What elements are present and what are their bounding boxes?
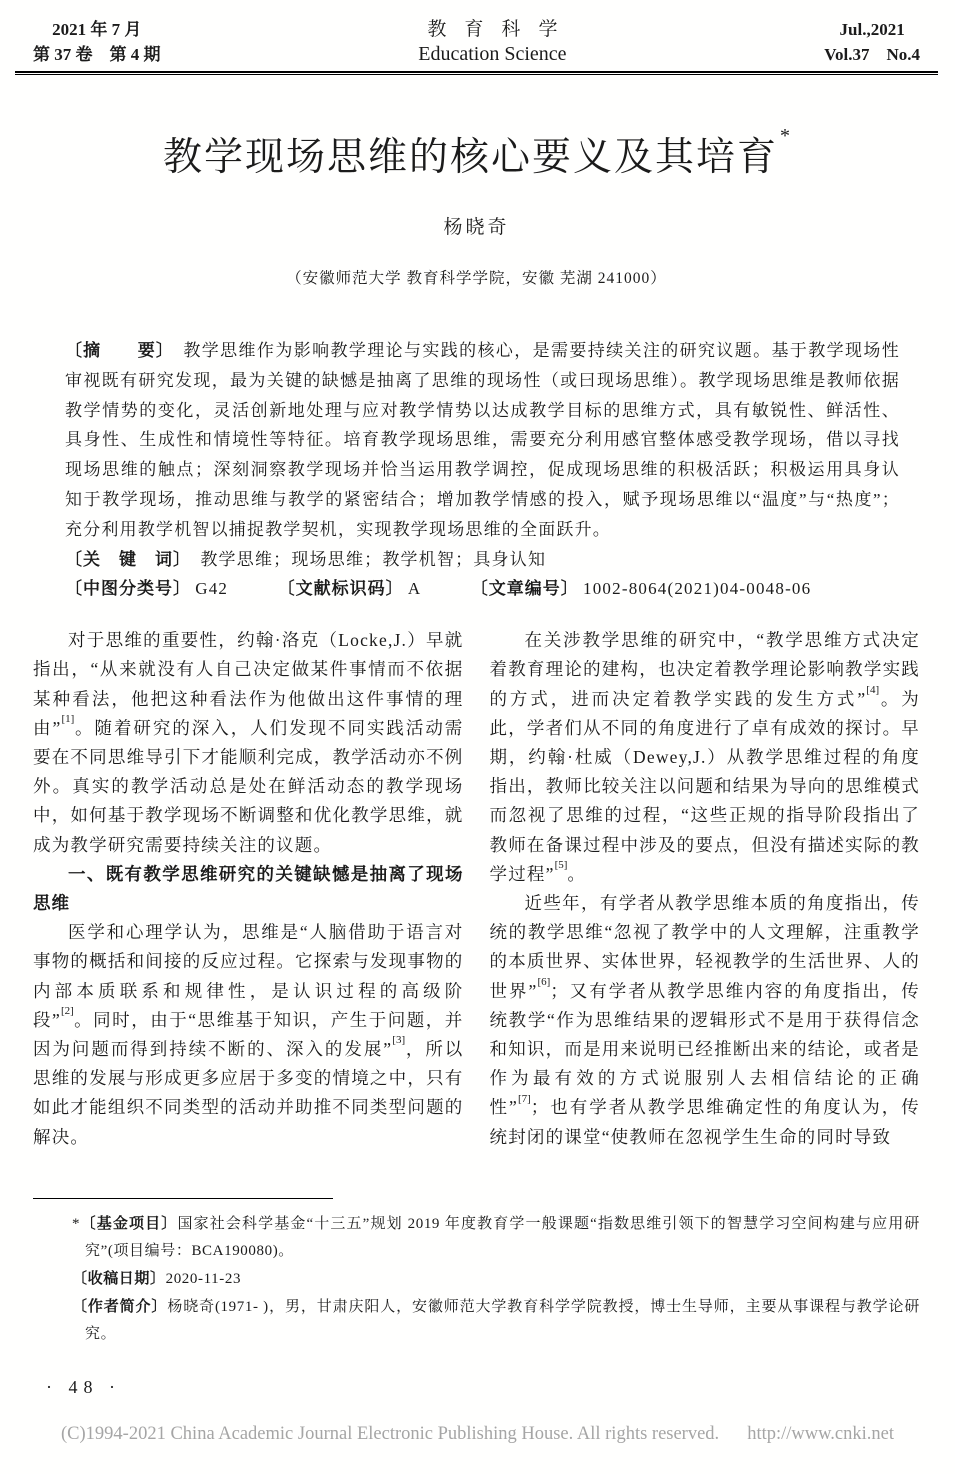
citation-ref: [2] [61, 1005, 74, 1018]
clc-value: G42 [195, 579, 229, 599]
citation-ref: [5] [554, 859, 568, 872]
volume-issue-cn: 第 37 卷 第 4 期 [33, 45, 161, 64]
section-heading: 一、既有教学思维研究的关键缺憾是抽离了现场思维 [33, 863, 464, 913]
masthead-issue-info-en [824, 17, 920, 67]
citation-ref: [6] [537, 975, 551, 988]
copyright-notice [0, 1422, 955, 1446]
footnote-author-bio [72, 1293, 920, 1348]
document-code-value: A [407, 579, 422, 599]
article-id-value: 1002-8064(2021)04-0048-06 [583, 579, 812, 599]
body-columns [33, 626, 920, 1186]
journal-title-block [409, 17, 575, 67]
masthead-issue-info-cn [33, 17, 161, 67]
keywords [65, 545, 900, 575]
body-paragraph: 对于思维的重要性，约翰·洛克（Locke,J.）早就指出，“从来就没有人自己决定做某件事情而不依据某种看法，他把这种看法作为他做出这件事情的理由”[1]。随着研究的深入，人们发现不同实践活动需要在不同思维导引下才能顺利完成，教学活动亦不例外。真实的教学活动总是处在鲜活动态的教学现场中，如何基于教学现场不断调整和优化教学思维，就成为教学研究需要持续关注的议题。 [33, 630, 464, 855]
right-column [490, 626, 921, 1186]
article-title [33, 125, 920, 180]
citation-ref: [1] [61, 713, 75, 726]
document-code [278, 579, 422, 598]
footnotes [72, 1210, 920, 1348]
clc-number [65, 579, 228, 598]
issue-date-en: Jul.,2021 [839, 20, 905, 39]
citation-ref: [4] [866, 683, 880, 696]
page-number: · 48 · [46, 1377, 121, 1397]
body-paragraph: 医学和心理学认为，思维是“人脑借助于语言对事物的概括和间接的反应过程。它探索与发现事物的内部本质联系和规律性，是认识过程的高级阶段”[2]。同时，由于“思维基于知识，产生于问题，并因为问题而得到持续不断的、深入的发展”[3]，所以思维的发展与形成更多应居于多变的情境之中，只有如此才能组织不同类型的活动并助推不同类型问题的解决。 [33, 922, 464, 1147]
journal-title-en: Education Science [418, 43, 567, 65]
abstract [65, 336, 900, 545]
document-code-label: 〔文献标识码〕 [277, 579, 404, 599]
footnote-fund-project [72, 1210, 920, 1265]
received-date-text: 2020-11-23 [165, 1271, 242, 1288]
article-id [471, 579, 812, 598]
article-id-label: 〔文章编号〕 [470, 579, 579, 599]
author-bio-label: 〔作者简介〕 [72, 1298, 168, 1316]
citation-ref: [7] [517, 1092, 531, 1105]
title-footnote-marker: * [780, 125, 790, 147]
fund-project-label: 〔基金项目〕 [80, 1215, 178, 1233]
left-column [33, 626, 464, 1186]
keywords-label: 〔关 键 词〕 [65, 549, 191, 569]
keywords-text: 教学思维；现场思维；教学机智；具身认知 [200, 549, 547, 569]
fund-project-text: 国家社会科学基金“十三五”规划 2019 年度教育学一般课题“指数思维引领下的智慧学习空间构建与应用研究”(项目编号：BCA190080)。 [85, 1216, 920, 1260]
journal-title-cn: 教育科学 [427, 19, 576, 40]
footnote-asterisk: * [72, 1216, 81, 1233]
article-title-text: 教学现场思维的核心要义及其培育 [162, 136, 778, 179]
abstract-text: 教学思维作为影响教学理论与实践的核心，是需要持续关注的研究议题。基于教学现场性审视既有研究发现，最为关键的缺憾是抽离了思维的现场性（或曰现场思维）。教学现场思维是教师依据教学情势的变化，灵活创新地处理与应对教学情势以达成教学目标的思维方式，具有敏锐性、鲜活性、具身性、生成性和情境性等特征。培育教学现场思维，需要充分利用感官整体感受教学现场，借以寻找现场思维的触点；深刻洞察教学现场并恰当运用教学调控，促成现场思维的积极活跃；积极运用具身认知于教学现场，推动思维与教学的紧密结合；增加教学情感的投入，赋予现场思维以“温度”与“热度”；充分利用教学机智以捕捉教学契机，实现教学现场思维的全面跃升。 [65, 341, 900, 539]
body-paragraph: 近些年，有学者从教学思维本质的角度指出，传统的教学思维“忽视了教学中的人文理解，注重教学的本质世界、实体世界，轻视教学的生活世界、人的世界”[6]；又有学者从教学思维内容的角度指出，传统教学“作为思维结果的逻辑形式不是用于获得信念和知识，而是用来说明已经推断出来的结论，或者是作为最有效的方式说服别人去相信结论的正确性”[7]；也有学者从教学思维确定性的角度认为，传统封闭的课堂“使教师在忽视学生生命的同时导致 [489, 893, 920, 1147]
issue-date-cn: 2021 年 7 月 [52, 20, 142, 39]
citation-ref: [3] [392, 1034, 406, 1047]
received-date-label: 〔收稿日期〕 [72, 1270, 166, 1288]
article-meta [65, 336, 900, 604]
masthead-divider [15, 71, 938, 75]
footnote-received-date [72, 1265, 920, 1293]
classification-line [65, 574, 900, 604]
author-name: 杨晓奇 [443, 217, 510, 238]
footnote-divider [33, 1198, 333, 1199]
author-bio-text: 杨晓奇(1971- )，男，甘肃庆阳人，安徽师范大学教育科学学院教授，博士生导师，主要从事课程与教学论研究。 [85, 1299, 920, 1343]
body-paragraph: 在关涉教学思维的研究中，“教学思维方式决定着教育理论的建构，也决定着教学理论影响教学实践的方式，进而决定着教学实践的发生方式”[4]。为此，学者们从不同的角度进行了卓有成效的探讨。早期，约翰·杜威（Dewey,J.）从教学思维过程的角度指出，教师比较关注以问题和结果为导向的思维模式而忽视了思维的过程，“这些正规的指导阶段指出了教师在备课过程中涉及的要点，但没有描述实际的教学过程”[5]。 [489, 630, 920, 884]
volume-issue-en: Vol.37 No.4 [824, 45, 920, 64]
author-affiliation: （安徽师范大学 教育科学学院，安徽 芜湖 241000） [286, 270, 667, 287]
copyright-text: (C)1994-2021 China Academic Journal Electronic Publishing House. All rights reserved. [61, 1424, 720, 1444]
abstract-label: 〔摘 要〕 [65, 341, 175, 360]
clc-label: 〔中图分类号〕 [65, 579, 191, 599]
journal-masthead [33, 0, 920, 67]
cnki-url: http://www.cnki.net [747, 1424, 894, 1444]
